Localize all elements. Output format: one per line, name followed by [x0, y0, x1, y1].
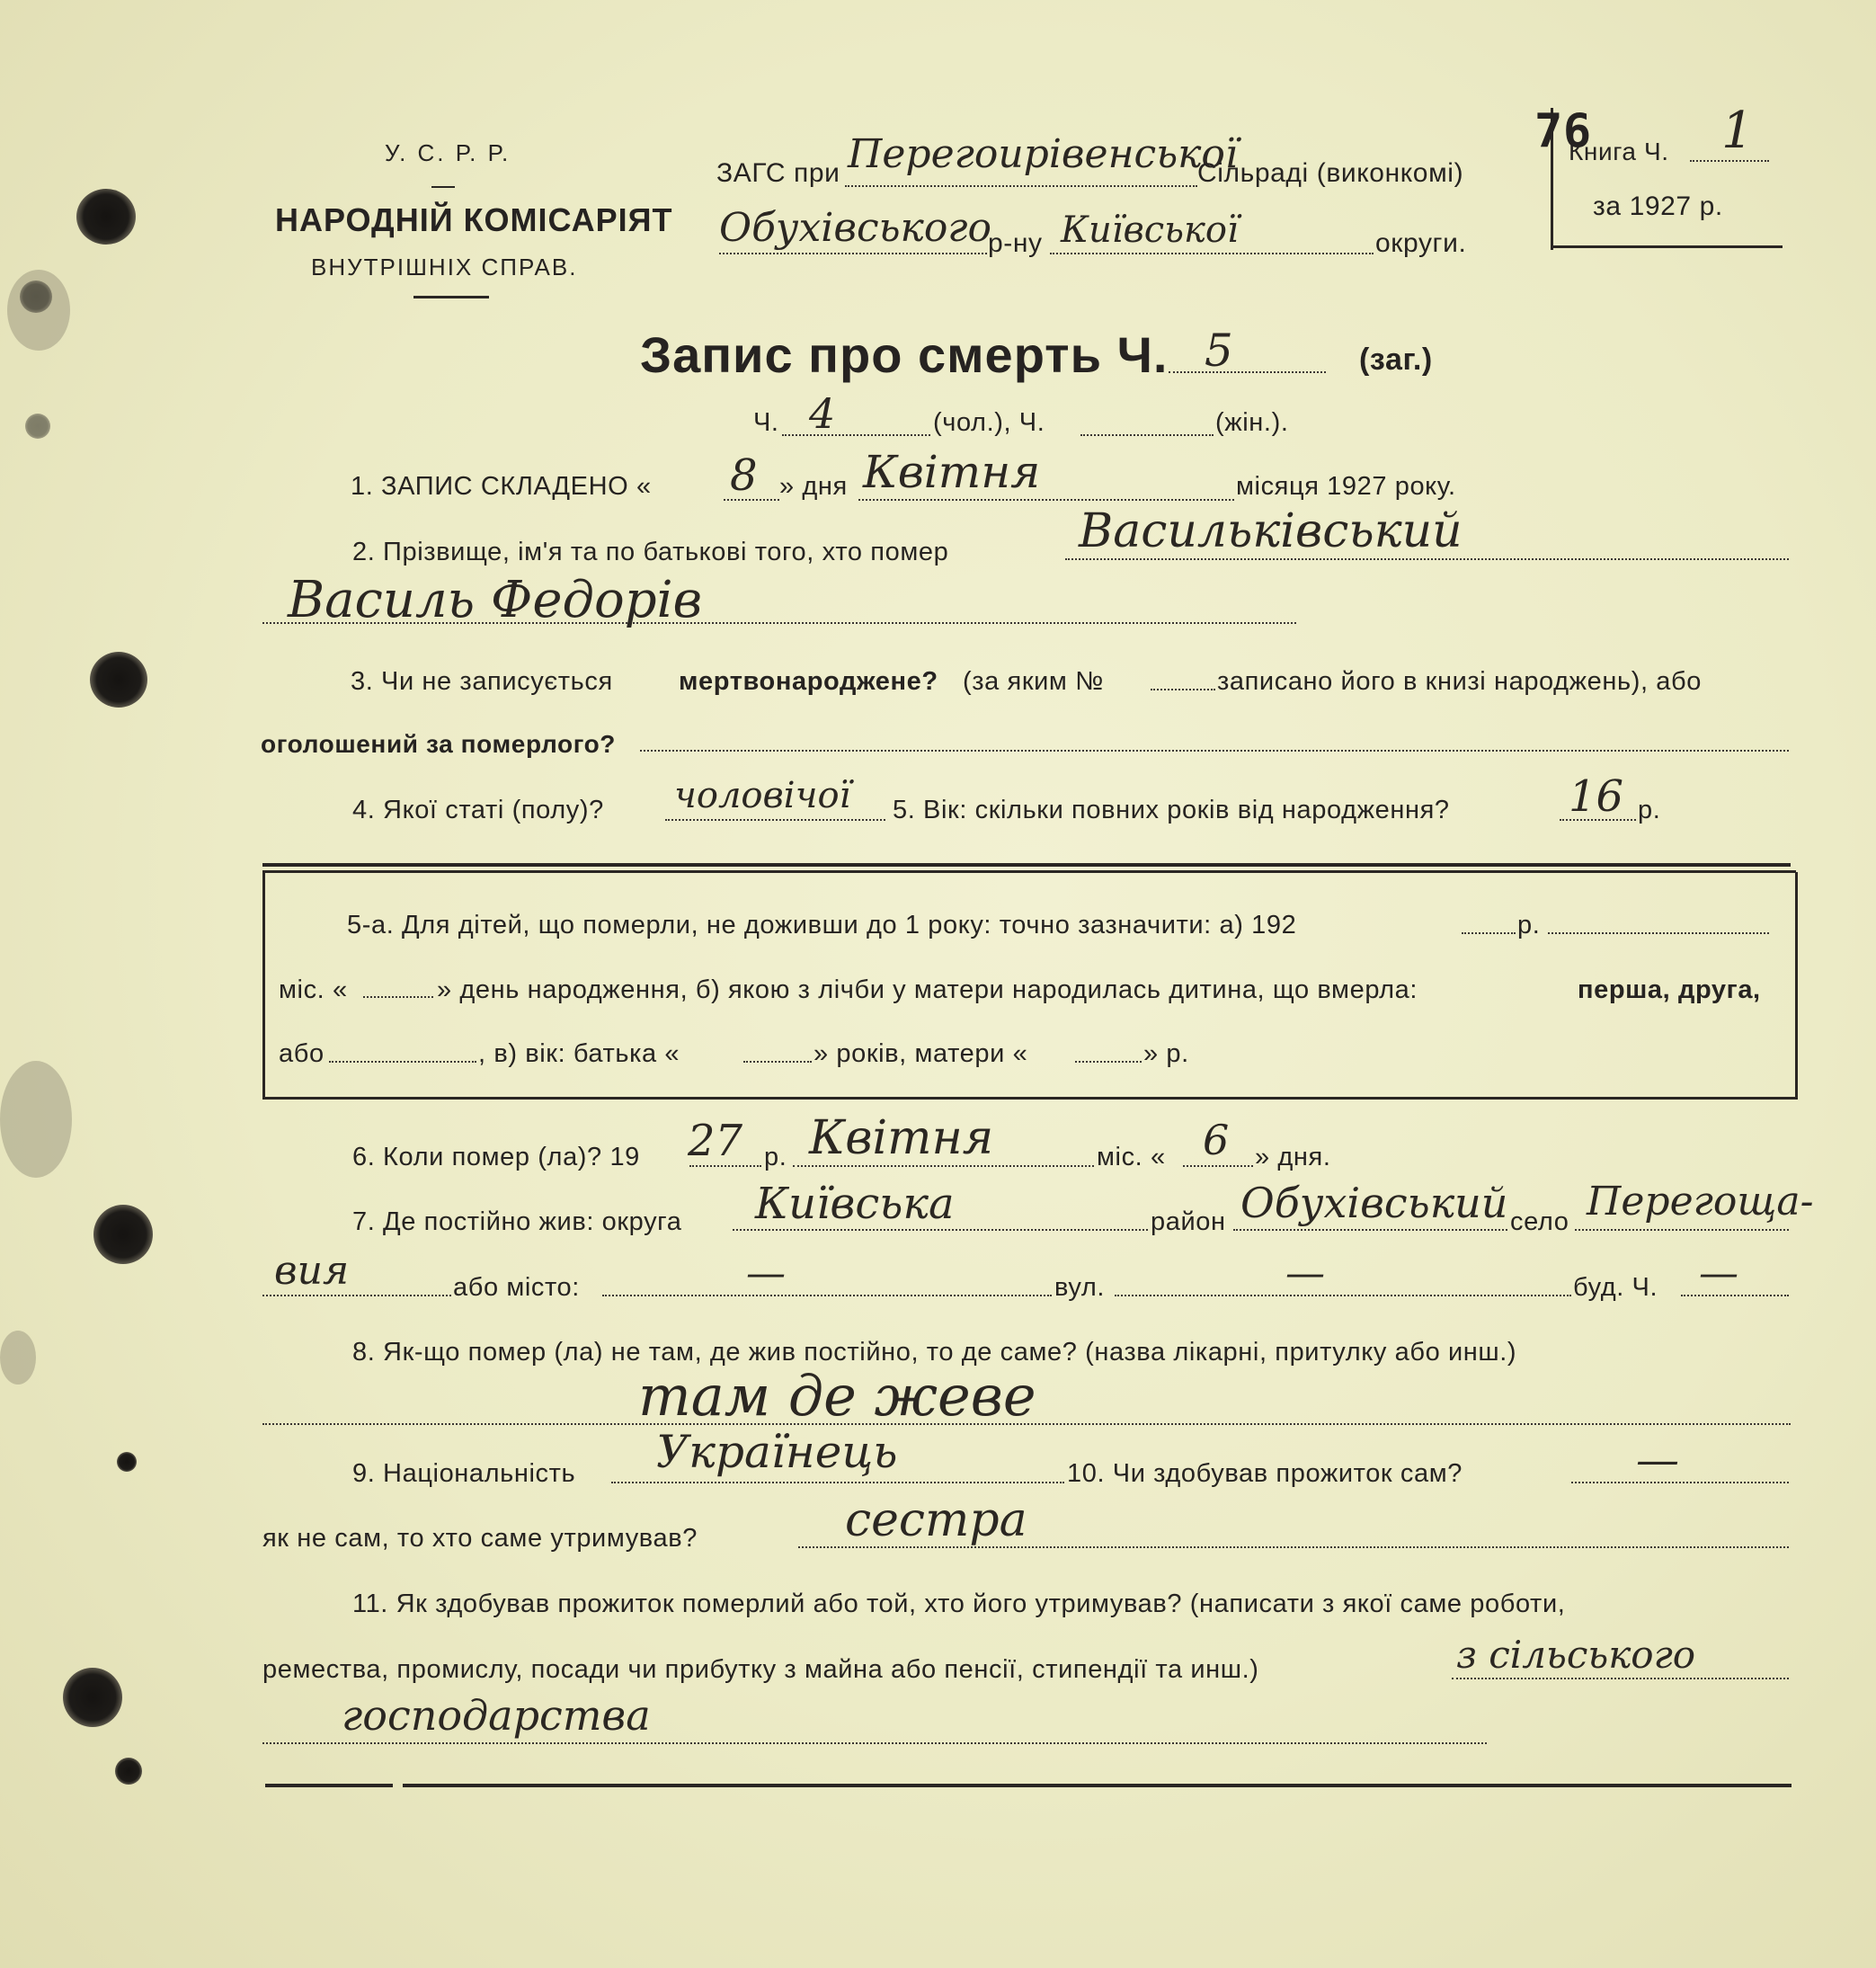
q7-village-cont-underline — [262, 1295, 451, 1296]
q5a-mother-underline — [1075, 1061, 1142, 1063]
q7-okrug-handwritten: Київська — [755, 1179, 955, 1229]
q3-number-underline — [1151, 689, 1215, 690]
infant-box-inner-top — [262, 870, 1796, 873]
q5a-father-label: , в) вік: батька « — [478, 1039, 680, 1068]
book-stamp: 76 — [1534, 104, 1592, 158]
punch-hole — [115, 1758, 142, 1785]
bottom-rule-left — [265, 1784, 393, 1787]
q6-end: » дня. — [1255, 1143, 1331, 1171]
q2-label: 2. Прізвище, ім'я та по батькові того, хто помер — [352, 538, 949, 566]
punch-hole — [25, 414, 50, 439]
book-number-handwritten: 1 — [1721, 102, 1754, 160]
q5a-line3-end: » р. — [1143, 1039, 1189, 1068]
stain — [0, 1331, 36, 1385]
q5-age-handwritten: 16 — [1569, 771, 1624, 822]
q7-house-label: буд. Ч. — [1573, 1273, 1658, 1302]
q7-village-handwritten-2: вия — [274, 1248, 350, 1294]
zags-prefix: ЗАГС при — [716, 158, 840, 188]
okrug-label: округи. — [1375, 228, 1467, 258]
q4-sex-underline — [665, 819, 885, 821]
punch-hole — [117, 1452, 137, 1472]
q1-month-handwritten: Квітня — [863, 446, 1041, 498]
record-suffix: (заг.) — [1359, 343, 1433, 377]
q6-day-underline — [1183, 1165, 1253, 1167]
punch-hole — [76, 189, 136, 245]
punch-hole — [90, 652, 147, 708]
box-top-rule — [262, 863, 1791, 867]
male-underline — [782, 434, 930, 436]
punch-hole — [93, 1205, 153, 1264]
q10-label: 10. Чи здобував прожиток сам? — [1067, 1459, 1463, 1488]
district-underline — [719, 253, 987, 254]
q5a-father-underline — [743, 1061, 812, 1063]
q9-nationality-handwritten: Українець — [656, 1426, 898, 1478]
q11-answer-cont-underline — [262, 1742, 1487, 1744]
q5a-line1-end: р. — [1517, 911, 1541, 939]
q11-answer-handwritten-1: з сільського — [1456, 1633, 1696, 1677]
q7-okrug-underline — [733, 1229, 1148, 1231]
q7-city-label: або місто: — [453, 1273, 580, 1302]
republic-label: У. С. Р. Р. — [385, 139, 511, 166]
q9-label: 9. Національність — [352, 1459, 576, 1488]
header-dash — [431, 186, 455, 188]
q5a-or-label: або — [279, 1039, 325, 1068]
record-number-underline — [1169, 371, 1326, 373]
q11-line2: ремества, промислу, посади чи прибутку з майна або пенсії, стипендії та инш.) — [262, 1655, 1259, 1684]
q7-street-underline — [1115, 1295, 1571, 1296]
q3-line1d: записано його в книзі народжень), або — [1217, 667, 1702, 696]
q4-sex-handwritten: чоловічої — [674, 775, 851, 816]
q5a-line1: 5-а. Для дітей, що померли, не доживши до 1 року: точно зазначити: а) 192 — [347, 911, 1297, 939]
q7-village-label: село — [1510, 1207, 1569, 1236]
q9-underline — [611, 1482, 1064, 1483]
q7-district-handwritten: Обухівський — [1240, 1179, 1508, 1227]
q5a-year-tail — [1548, 932, 1769, 934]
okrug-handwritten: Київської — [1061, 209, 1239, 251]
q3-declared-dead: оголошений за померлого? — [261, 730, 617, 758]
q2-surname-handwritten: Васильківський — [1079, 504, 1463, 558]
q3-stillborn: мертвонароджене? — [679, 667, 938, 696]
q6-mid: міс. « — [1097, 1143, 1166, 1171]
book-box-bottom — [1551, 245, 1783, 248]
district-label: р-ну — [988, 228, 1043, 258]
q5a-line2: » день народження, б) якою з лічби у матери народилась дитина, що вмерла: — [437, 975, 1418, 1004]
male-label: (чол.), Ч. — [933, 408, 1045, 437]
q7-street-handwritten: — — [1285, 1251, 1325, 1296]
punch-hole — [20, 281, 52, 313]
record-number-handwritten: 5 — [1205, 325, 1233, 377]
q7-district-label: район — [1151, 1207, 1226, 1236]
council-underline — [845, 185, 1197, 187]
book-label: Книга Ч. — [1569, 138, 1669, 165]
q7-city-underline — [602, 1295, 1052, 1296]
punch-hole — [63, 1668, 122, 1727]
district-handwritten: Обухівського — [719, 205, 992, 251]
q5a-year-underline — [1462, 932, 1516, 934]
q7-street-label: вул. — [1054, 1273, 1106, 1302]
q8-label: 8. Як-що помер (ла) не там, де жив постійно, то де саме? (назва лікарні, притулку або инш.) — [352, 1338, 1517, 1367]
header-rule — [413, 296, 489, 298]
q1-mid: » дня — [779, 472, 848, 501]
q7-village-handwritten-1: Перегоща- — [1587, 1179, 1814, 1224]
q6-label: 6. Коли помер (ла)? 19 — [352, 1143, 640, 1171]
ministry-title: НАРОДНІЙ КОМІСАРІЯТ — [275, 201, 673, 238]
q3-line1c: (за яким № — [963, 667, 1104, 696]
q3-declared-underline — [640, 750, 1789, 752]
q6-day-handwritten: 6 — [1203, 1116, 1230, 1164]
q1-month-underline — [858, 499, 1234, 501]
stain — [0, 1061, 72, 1178]
q5a-month-underline — [363, 996, 433, 998]
q10-handwritten: — — [1636, 1435, 1679, 1485]
q10-supporter-label: як не сам, то хто саме утримував? — [262, 1524, 698, 1553]
female-label: (жін.). — [1215, 408, 1289, 437]
q7-house-handwritten: — — [1699, 1251, 1738, 1296]
q11-answer-underline — [1452, 1678, 1789, 1679]
book-number-underline — [1690, 160, 1769, 162]
council-suffix: Сільраді (виконкомі) — [1197, 158, 1464, 188]
q5a-month-label: міс. « — [279, 975, 348, 1004]
q2-surname-underline — [1065, 558, 1789, 560]
q5a-or-underline — [329, 1061, 476, 1063]
q11-line1: 11. Як здобував прожиток померлий або той, хто його утримував? (написати з якої саме роботи, — [352, 1590, 1566, 1618]
female-underline — [1080, 434, 1214, 436]
bottom-rule-right — [403, 1784, 1792, 1787]
q7-village-underline — [1575, 1229, 1789, 1231]
q1-end: місяця 1927 року. — [1236, 472, 1456, 501]
q5-label: 5. Вік: скільки повних років від народження? — [893, 796, 1450, 824]
q3-line1a: 3. Чи не записується — [351, 667, 613, 696]
q5-age-suffix: р. — [1638, 796, 1661, 824]
q6-year-handwritten: 27 — [688, 1116, 743, 1166]
record-title: Запис про смерть Ч. — [640, 326, 1169, 383]
q5a-order-options: перша, друга, — [1578, 975, 1761, 1004]
q2-name-handwritten: Василь Федорів — [288, 571, 703, 629]
q7-district-underline — [1233, 1229, 1507, 1231]
male-handwritten: 4 — [809, 389, 836, 438]
q6-year-suffix: р. — [764, 1143, 787, 1171]
q7-city-handwritten: — — [746, 1251, 786, 1296]
q8-answer-handwritten: там де жеве — [638, 1363, 1036, 1429]
q1-label: 1. ЗАПИС СКЛАДЕНО « — [351, 472, 652, 501]
q6-month-underline — [793, 1165, 1094, 1167]
q10-underline — [1571, 1482, 1789, 1483]
council-handwritten: Перегоирівенської — [848, 131, 1238, 177]
department-label: ВНУТРІШНІХ СПРАВ. — [311, 254, 578, 281]
male-prefix: Ч. — [753, 408, 779, 437]
q7-label: 7. Де постійно жив: округа — [352, 1207, 682, 1236]
q6-month-handwritten: Квітня — [809, 1111, 994, 1165]
q5a-mother-label: » років, матери « — [814, 1039, 1028, 1068]
q10-supporter-handwritten: сестра — [845, 1493, 1027, 1547]
q1-day-handwritten: 8 — [730, 450, 758, 501]
q11-answer-handwritten-2: господарства — [342, 1691, 651, 1740]
okrug-underline — [1050, 253, 1374, 254]
book-year: за 1927 р. — [1593, 191, 1723, 221]
q4-label: 4. Якої статі (полу)? — [352, 796, 604, 824]
